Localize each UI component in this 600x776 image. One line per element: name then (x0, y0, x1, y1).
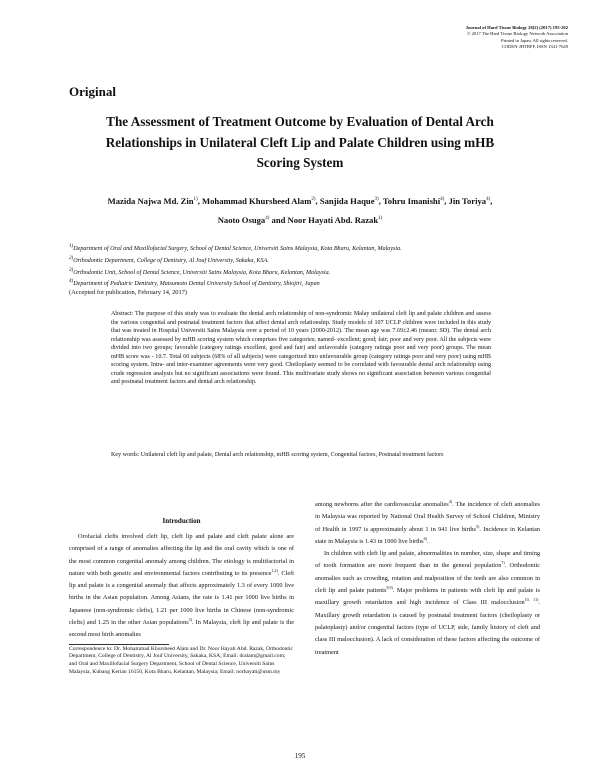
affiliations (69, 242, 539, 298)
intro-paragraph-left (69, 531, 294, 642)
author-name: Tohru Imanishi (382, 195, 441, 206)
author-name: Noor Hayati Abd. Razak (287, 214, 379, 225)
affiliation-item (69, 254, 539, 266)
body-text-segment: . Maxillary growth retardation is caused by postnatal treatment factors (cheiloplasty or palatoplasty) and/or congenital factors (type of UCLP, side, family history of cleft and class III malocclusion). A lack of consideration of these factors affecting the outcome of treatment (315, 599, 540, 656)
citation-reference: 8,9) (386, 584, 393, 590)
body-text-segment: Orofacial clefts involved cleft lip, cleft lip and palate and cleft palate alone are comprised of a range of anomalies affecting the lip and the oral cavity which is one of the most common congenital anomaly among children. The etiology is multifactorial in nature with both genetic and environmental factors contributing to its presence (69, 533, 294, 577)
author-name: Sanjida Haque (319, 195, 375, 206)
page-number: 195 (294, 752, 306, 760)
body-text-segment: . Major problems in patients with cleft lip and palate is maxillary growth retardation and high incidence of Class III malocclusion (315, 587, 540, 607)
affiliation-mark: 3) (69, 266, 74, 273)
intro-paragraph-right-1 (315, 499, 540, 548)
body-text-segment: . In Malaysia, cleft lip and palate is the second most birth anomalies (69, 619, 294, 639)
article-title (75, 112, 525, 174)
author-name: Naoto Osuga (217, 214, 266, 225)
left-column (69, 517, 294, 677)
author-separator: and (269, 214, 288, 225)
author-separator: , (197, 195, 203, 206)
introduction-heading: Introduction (162, 517, 201, 525)
title-line: Relationships in Unilateral Cleft Lip and Palate Children using mHB (105, 134, 495, 150)
citation-reference: 5) (475, 523, 480, 529)
title-line: The Assessment of Treatment Outcome by Evaluation of Dental Arch (106, 114, 494, 129)
affiliation-item (69, 277, 539, 289)
affiliation-mark: 2) (69, 254, 74, 261)
author-separator: , (444, 195, 449, 206)
author-affiliation-mark: 4) (265, 215, 270, 221)
author-name: Jin Toriya (448, 195, 487, 206)
body-text-segment: . Cleft lip and palate is a congenital anomaly that affects approximately 1.3 of every 1000 live births in the Asian population. Among Asians, the rate is 1.41 per 1000 live births in Japanese (non-syndromic clefts), 1.21 per 1000 live births in Chinese (non-syndromic clefts) and 1.25 in the other Asian populations (69, 569, 294, 627)
article-type-label: Original (69, 84, 116, 99)
author-name: Mohammad Khursheed Alam (202, 195, 312, 206)
journal-issn: CODEN-JHTBFF, ISSN 1341-7649 (501, 43, 568, 49)
correspondence-note: Correspondence to: Dr. Mohammad Khursheed Alam and Dr. Noor Hayati Abd. Razak, Orthodontic Department, College of Dentistry, Al Jouf University, Sakaka, KSA; Email: dralam@gmail.com; and Oral and Maxillofacial Surgery Department, School of Dental Science, Universiti Sains Malaysia, Kubang Kerian 16150, Kota Bharu, Kelantan, Malaysia; Email: norhayati@usm.my (69, 645, 294, 676)
author-affiliation-mark: 2) (311, 197, 316, 202)
citation-reference: 6) (423, 535, 427, 541)
affiliation-text: Department of Pediatric Dentistry, Matsumoto Dental University School of Dentistry, Shiojiri, Japan (73, 281, 320, 288)
body-text-segment: . Incidence in Kelantan state in Malaysia is 1.43 in 1000 live births (315, 525, 540, 545)
footnote-divider (69, 644, 169, 645)
journal-citation: Journal of Hard Tissue Biology 26[2] (2017) 195-202 (465, 25, 568, 30)
affiliation-item (69, 242, 539, 254)
author-separator: , (378, 195, 383, 206)
author-separator: , (490, 195, 493, 206)
author-affiliation-mark: 4) (486, 197, 491, 202)
citation-reference: 3) (188, 616, 193, 622)
body-text-segment: . (426, 537, 429, 545)
affiliation-text: Orthodontic Department, College of Dentistry, Al Jouf University, Sakaka, KSA. (73, 257, 269, 264)
citation-reference: 7) (501, 560, 505, 566)
keywords: Key words: Unilateral cleft lip and palate, Dental arch relationship, mHB scoring system, Congenital factors, Postnatal treatment factors (111, 452, 444, 458)
body-text-segment: . The incidence of cleft anomalies in Malaysia was reported by National Oral Health Survey of School Children, Ministry of Health in 1997 is approximately about 1 in 941 live births (315, 501, 540, 533)
affiliation-list (69, 242, 539, 289)
right-column (315, 499, 540, 659)
affiliation-mark: 1) (69, 243, 74, 249)
journal-copyright: © 2017 The Hard Tissue Biology Network Association (466, 31, 568, 37)
author-affiliation-mark: 1) (378, 215, 383, 221)
author-affiliation-mark: 3) (374, 197, 379, 202)
affiliation-text: Department of Oral and Maxillofacial Surgery, School of Dental Science, Universiti Sains Malaysia, Kota Bharu, Kelantan, Malaysia. (73, 246, 402, 253)
accepted-date: (Accepted for publication, February 14, 2017) (69, 289, 188, 297)
journal-header (348, 25, 568, 50)
body-text-segment: among newborns after the cardiovascular anomalies (315, 501, 449, 508)
author-list (62, 191, 538, 229)
citation-reference: 10, 11) (524, 597, 539, 603)
abstract: Abstract: The purpose of this study was to evaluate the dental arch relationship of non-syndromic Malay unilateral cleft lip and palate children and assess the various congenital and postnatal treatment factors that affect dental arch relationship. Study models of 107 UCLP children were included in this study that was treated in Hospital Universiti Sains Malaysia over a period of 10 years (2000-2012). The mean age was 7.69±2.46 (mean± SD). The dental arch relationship was assessed by mHB scoring system which comprises five categories; named- excellent; good; fair; poor and very poor. All the subjects were divided into two groups; favorable (category ratings excellent, good and fair) and unfavorable (category ratings poor and very poor) groups. The mean mHB score was - 10.7. Total 60 subjects (68% of all subjects) were categorized into unfavourable group (category ratings poor and very poor) using mHB scoring system. Intra- and inter-examiner agreements were very good. Cheiloplasty seemed to be correlated with favourable dental arch relationship using crude regression analysis but no significant associations were found. This multivariate study shows no significant association between various congenital and postnatal treatment factors and dental arch relationship. (111, 311, 491, 385)
journal-print-note: Printed in Japan, All rights reserved. (501, 37, 568, 43)
affiliation-mark: 4) (69, 278, 74, 285)
title-line: Scoring System (256, 155, 344, 170)
citation-reference: 1,2) (271, 567, 278, 573)
author-affiliation-mark: 4) (440, 197, 445, 202)
affiliation-text: Orthodontic Unit, School of Dental Science, Universiti Sains Malaysia, Kota Bharu, Kelantan, Malaysia. (73, 269, 331, 276)
author-affiliation-mark: 1) (193, 197, 198, 202)
citation-reference: 4) (448, 498, 453, 504)
affiliation-item (69, 266, 539, 278)
body-text-segment: . Orthodontic anomalies such as crowding, rotation and malposition of the teeth are also common in cleft lip and palate patients (315, 562, 540, 595)
intro-paragraph-right-2 (315, 548, 540, 659)
body-text-segment: In children with cleft lip and palate, abnormalities in number, size, shape and timing of tooth formation are more frequent than in the general population (315, 550, 540, 570)
author-separator: , (315, 195, 320, 206)
author-name: Mazida Najwa Md. Zin (107, 195, 194, 206)
